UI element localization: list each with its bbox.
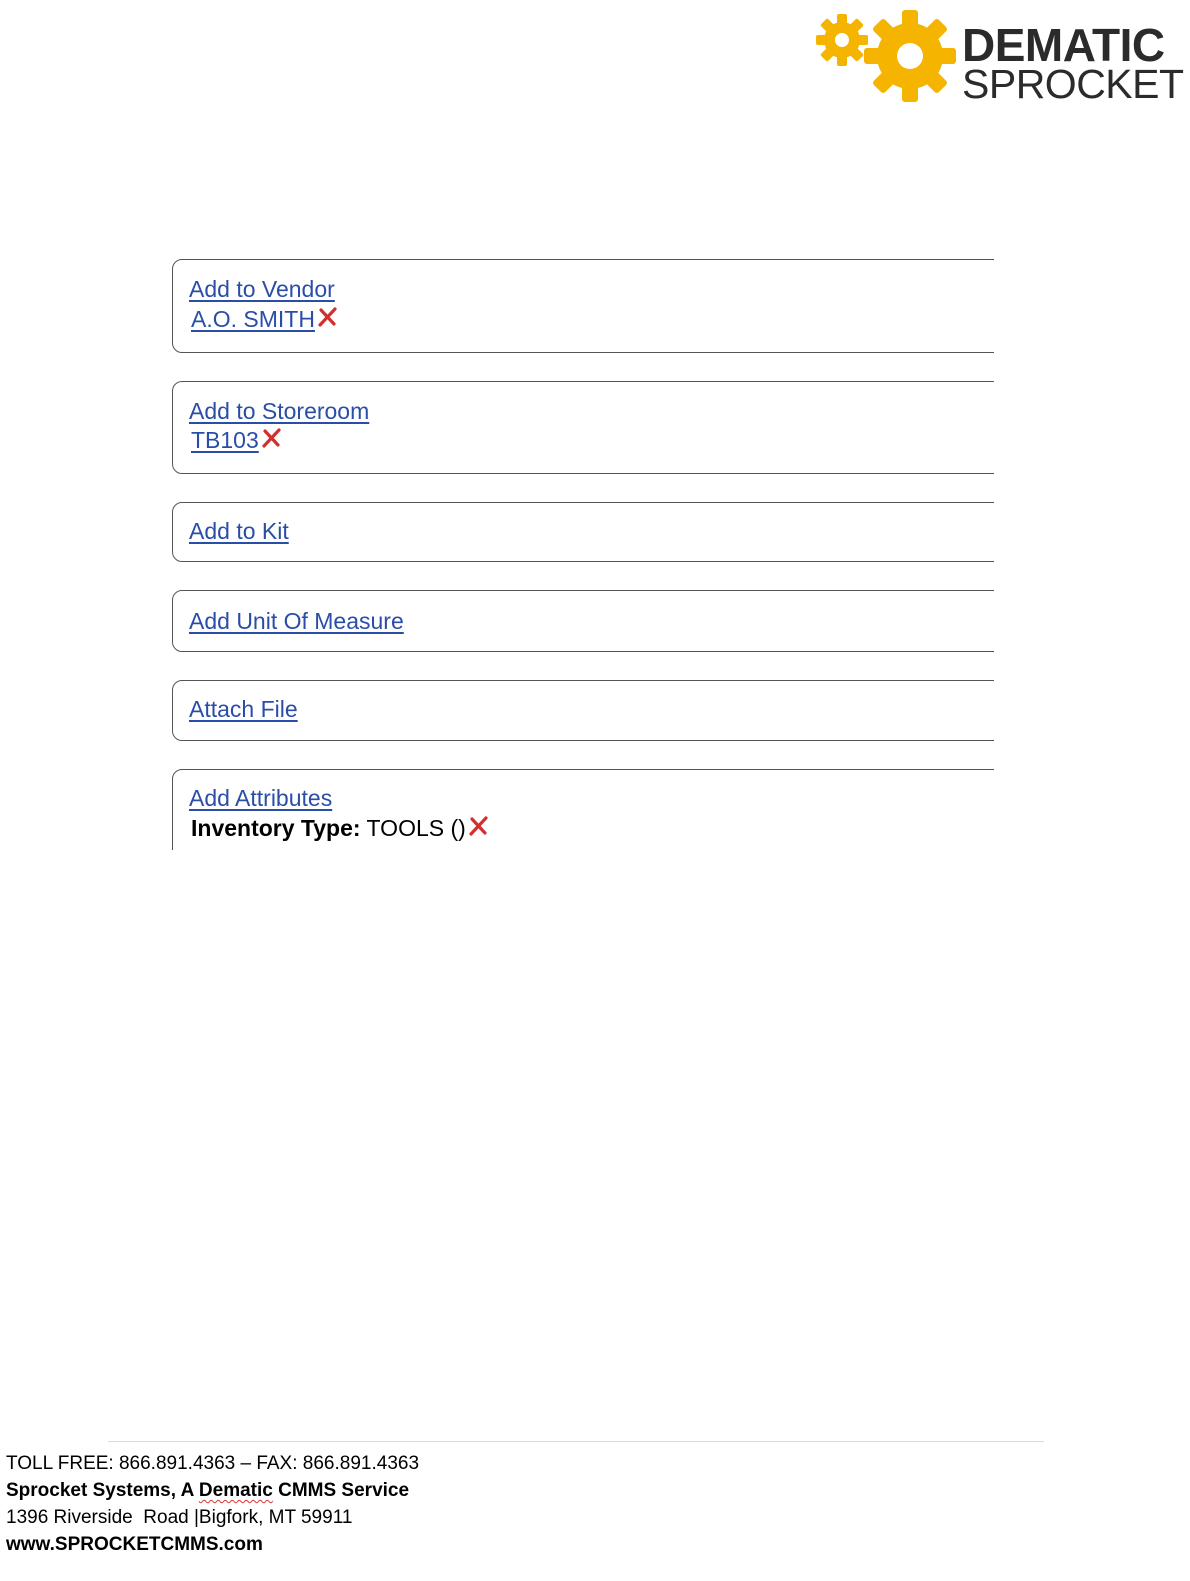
storeroom-value-link[interactable]: TB103 <box>191 427 259 453</box>
footer-company-pre: Sprocket Systems, A <box>6 1480 199 1501</box>
close-icon[interactable] <box>316 305 340 329</box>
page-footer <box>6 1450 419 1558</box>
company-logo <box>812 8 1184 107</box>
attach-file-panel <box>172 680 994 741</box>
footer-company <box>6 1477 419 1504</box>
attribute-entry <box>191 815 491 842</box>
attribute-label: Inventory Type: <box>191 815 361 841</box>
footer-phone: TOLL FREE: 866.891.4363 – FAX: 866.891.4363 <box>6 1453 420 1474</box>
add-unit-of-measure-link[interactable]: Add Unit Of Measure <box>189 608 404 634</box>
close-icon[interactable] <box>260 426 284 450</box>
vendor-panel <box>172 259 994 353</box>
panels-area <box>0 250 994 850</box>
footer-company-mid: Dematic <box>198 1480 273 1501</box>
logo-text-dematic: DEMATIC <box>962 19 1165 71</box>
add-to-kit-link[interactable]: Add to Kit <box>189 518 289 544</box>
close-icon[interactable] <box>467 814 491 838</box>
kit-panel <box>172 502 994 562</box>
add-to-vendor-link[interactable]: Add to Vendor <box>189 276 335 302</box>
add-attributes-link[interactable]: Add Attributes <box>189 785 333 811</box>
add-to-storeroom-link[interactable]: Add to Storeroom <box>189 398 370 424</box>
storeroom-panel <box>172 381 994 474</box>
footer-address: 1396 Riverside Road |Bigfork, MT 59911 <box>6 1507 353 1528</box>
unit-of-measure-panel <box>172 590 994 652</box>
logo-text-sprocket: SPROCKET <box>962 61 1184 107</box>
vendor-entry <box>191 306 340 333</box>
attach-file-link[interactable]: Attach File <box>189 696 298 722</box>
gears-icon <box>812 8 962 104</box>
vendor-value-link[interactable]: A.O. SMITH <box>191 306 315 332</box>
attribute-value: TOOLS () <box>366 815 466 841</box>
footer-website: www.SPROCKETCMMS.com <box>6 1534 263 1555</box>
attributes-panel <box>172 769 994 850</box>
storeroom-entry <box>191 427 284 454</box>
footer-company-post: CMMS Service <box>272 1480 410 1501</box>
footer-divider <box>108 1441 1044 1442</box>
